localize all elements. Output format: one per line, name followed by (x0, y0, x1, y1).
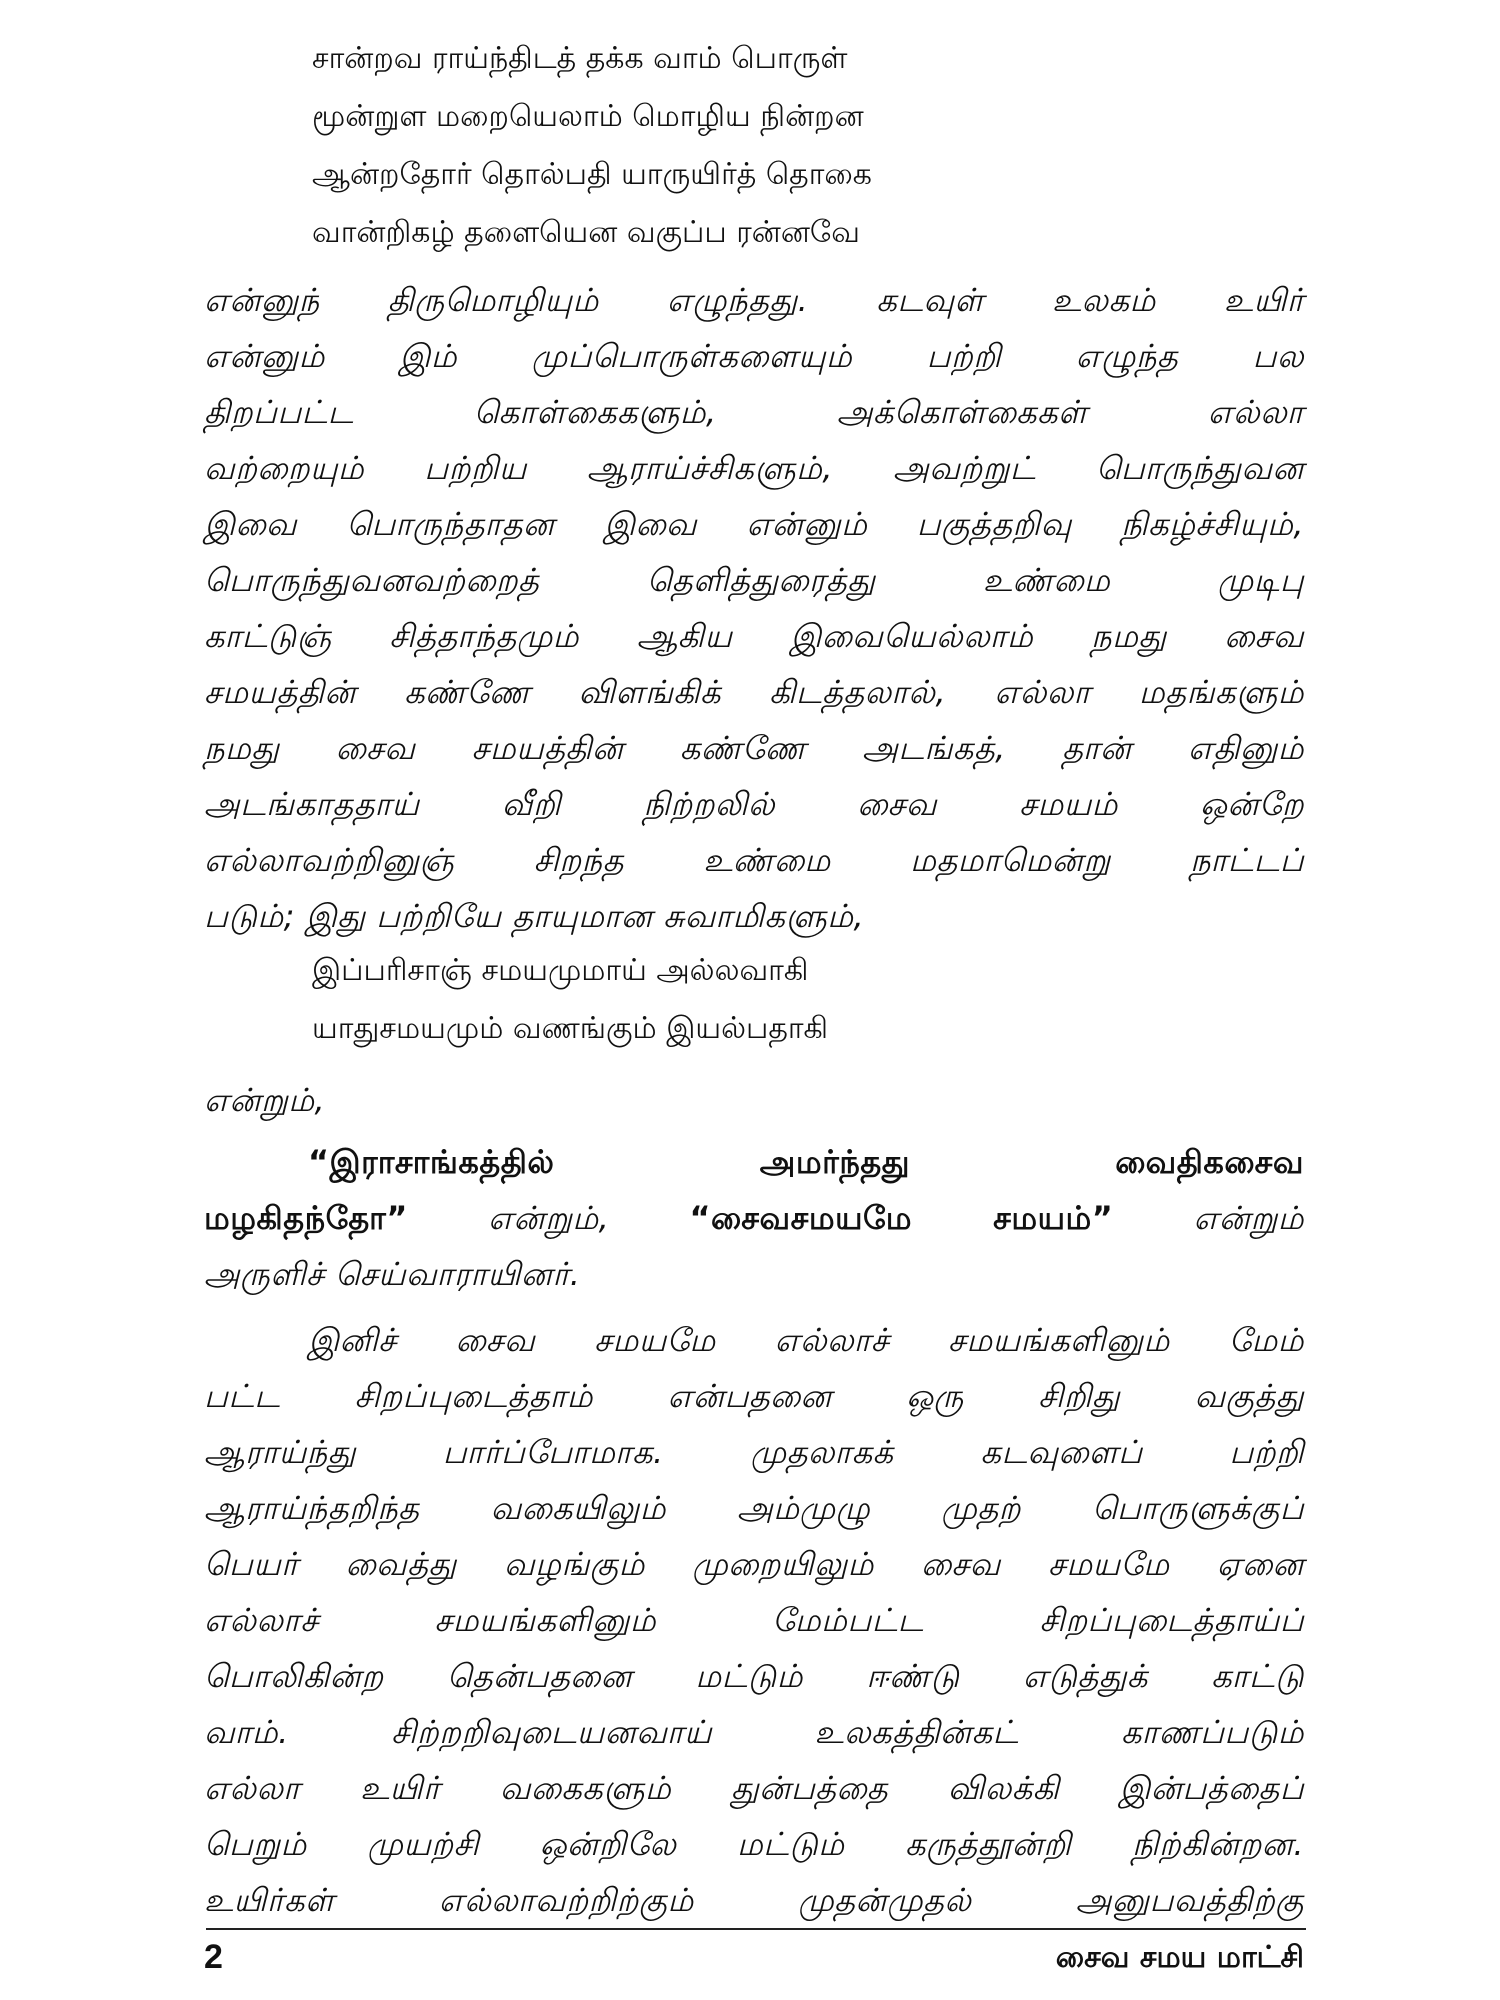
verse-line: ஆன்றதோர் தொல்பதி யாருயிர்த் தொகை (312, 157, 872, 192)
paragraph-4 (204, 1312, 1304, 1928)
text-line: வாம். சிற்றறிவுடையனவாய் உலகத்தின்கட் காணப்படும் (204, 1713, 1304, 1751)
verse-quote-1 (312, 30, 872, 262)
bold-quote: “சைவசமயமே சமயம்” (689, 1199, 1114, 1237)
verse-line: இப்பரிசாஞ் சமயமுமாய் அல்லவாகி (312, 953, 809, 988)
verse-line: சான்றவ ராய்ந்திடத் தக்க வாம் பொருள் (312, 41, 848, 76)
text-line: இவை பொருந்தாதன இவை என்னும் பகுத்தறிவு நிகழ்ச்சியும், (204, 505, 1304, 543)
text-line: ஆராய்ந்து பார்ப்போமாக. முதலாகக் கடவுளைப் பற்றி (204, 1433, 1304, 1471)
text-line: ஆராய்ந்தறிந்த வகையிலும் அம்முழு முதற் பொருளுக்குப் (204, 1489, 1304, 1527)
text-line (204, 1190, 1304, 1246)
footer-divider (206, 1928, 1306, 1930)
text-line: என்னும் இம் முப்பொருள்களையும் பற்றி எழுந்த பல (204, 337, 1304, 375)
text-line: என்னுந் திருமொழியும் எழுந்தது. கடவுள் உலகம் உயிர் (204, 281, 1304, 319)
text-line: பொருந்துவனவற்றைத் தெளித்துரைத்து உண்மை முடிபு (204, 561, 1304, 599)
running-footer-title: சைவ சமய மாட்சி (1055, 1940, 1304, 1975)
text-line: சமயத்தின் கண்ணே விளங்கிக் கிடத்தலால், எல்லா மதங்களும் (204, 673, 1304, 711)
paragraph-1 (204, 272, 1304, 944)
verse-line: வான்றிகழ் தளையென வகுப்ப ரன்னவே (312, 215, 860, 250)
paragraph-2 (204, 1072, 1304, 1128)
verse-line: மூன்றுள மறையெலாம் மொழிய நின்றன (312, 99, 864, 134)
text-line: காட்டுஞ் சித்தாந்தமும் ஆகிய இவையெல்லாம் நமது சைவ (204, 617, 1304, 655)
bold-quote: மழகிதந்தோ” (204, 1199, 408, 1237)
text-line: உயிர்கள் எல்லாவற்றிற்கும் முதன்முதல் அனுபவத்திற்கு (204, 1881, 1304, 1919)
inline-text: என்றும், (407, 1199, 690, 1237)
text-line: அடங்காததாய் வீறி நிற்றலில் சைவ சமயம் ஒன்றே (204, 785, 1304, 823)
text-line: இனிச் சைவ சமயமே எல்லாச் சமயங்களினும் மேம் (308, 1321, 1304, 1359)
text-line: அருளிச் செய்வாராயினர். (204, 1255, 581, 1293)
text-line: பொலிகின்ற தென்பதனை மட்டும் ஈண்டு எடுத்துக் காட்டு (204, 1657, 1304, 1695)
text-line: பெயர் வைத்து வழங்கும் முறையிலும் சைவ சமயமே ஏனை (204, 1545, 1304, 1583)
page-number: 2 (204, 1938, 223, 1976)
text-line: திறப்பட்ட கொள்கைகளும், அக்கொள்கைகள் எல்லா (204, 393, 1304, 431)
text-line: நமது சைவ சமயத்தின் கண்ணே அடங்கத், தான் எதினும் (204, 729, 1304, 767)
text-line: என்றும், (204, 1081, 326, 1119)
verse-quote-2 (312, 942, 828, 1058)
text-line: பட்ட சிறப்புடைத்தாம் என்பதனை ஒரு சிறிது வகுத்து (204, 1377, 1304, 1415)
text-line: எல்லாச் சமயங்களினும் மேம்பட்ட சிறப்புடைத்தாய்ப் (204, 1601, 1304, 1639)
text-line: எல்லாவற்றினுஞ் சிறந்த உண்மை மதமாமென்று நாட்டப் (204, 841, 1304, 879)
text-line: பெறும் முயற்சி ஒன்றிலே மட்டும் கருத்தூன்றி நிற்கின்றன. (204, 1825, 1304, 1863)
bold-quote-line: “இராசாங்கத்தில் அமர்ந்தது வைதிகசைவ (308, 1143, 1304, 1181)
inline-text: என்றும் (1113, 1199, 1305, 1237)
verse-line: யாதுசமயமும் வணங்கும் இயல்பதாகி (312, 1011, 829, 1046)
text-line: எல்லா உயிர் வகைகளும் துன்பத்தை விலக்கி இன்பத்தைப் (204, 1769, 1304, 1807)
text-line: படும்; இது பற்றியே தாயுமான சுவாமிகளும், (204, 897, 865, 935)
text-line: வற்றையும் பற்றிய ஆராய்ச்சிகளும், அவற்றுட் பொருந்துவன (204, 449, 1304, 487)
paragraph-3 (204, 1134, 1304, 1302)
